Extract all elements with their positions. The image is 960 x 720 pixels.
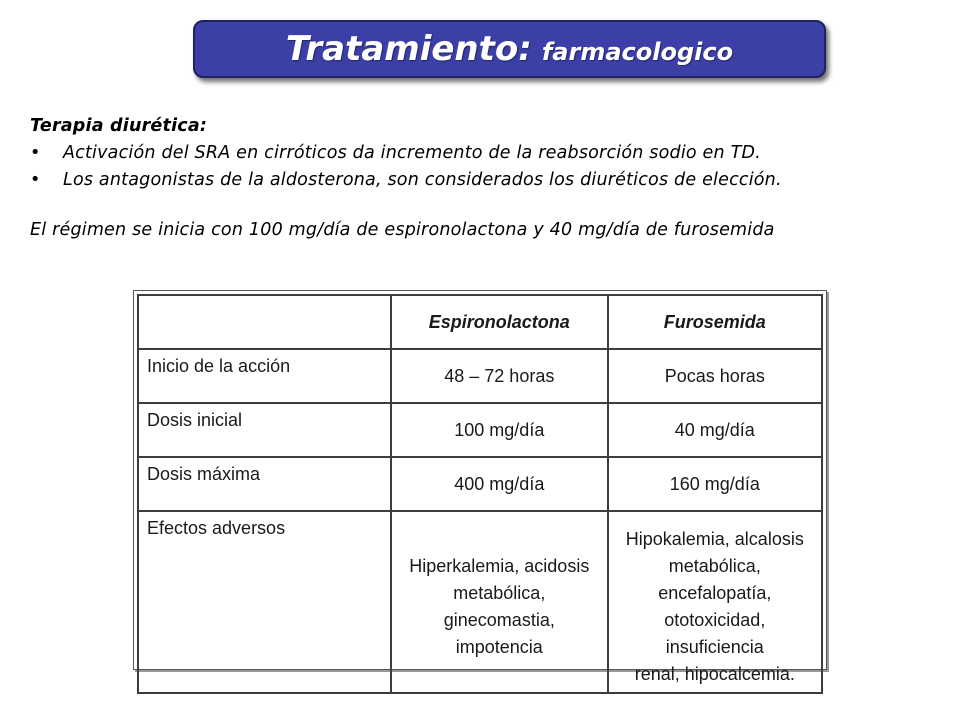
table-row [138, 349, 822, 403]
cell-line: renal, hipocalcemia. [634, 664, 795, 684]
table-header-row [138, 295, 822, 349]
header-furosemida: Furosemida [608, 295, 822, 349]
row-label: Efectos adversos [138, 511, 391, 693]
table-row [138, 457, 822, 511]
cell-line: Hipokalemia, alcalosis [625, 529, 804, 549]
table-row [138, 403, 822, 457]
cell-espironolactona: 400 mg/día [391, 457, 608, 511]
bullet-icon: • [30, 143, 41, 163]
cell-furosemida: 160 mg/día [608, 457, 822, 511]
table-row [138, 511, 822, 693]
title-sub: farmacologico [541, 38, 734, 66]
title-banner [193, 20, 826, 78]
cell-furosemida [608, 511, 822, 693]
title-main: Tratamiento: [285, 29, 532, 69]
bullet-item [30, 167, 945, 194]
body-text [30, 113, 945, 244]
table-frame [133, 290, 827, 684]
cell-line: impotencia [455, 637, 543, 657]
bullet-text: Los antagonistas de la aldosterona, son considerados los diuréticos de elección. [63, 170, 782, 190]
bullet-text: Activación del SRA en cirróticos da incremento de la reabsorción sodio en TD. [63, 143, 761, 163]
cell-espironolactona [391, 511, 608, 693]
header-blank [138, 295, 391, 349]
slide-title [286, 29, 733, 69]
row-label: Dosis inicial [138, 403, 391, 457]
bullet-list [30, 140, 945, 194]
cell-furosemida: Pocas horas [608, 349, 822, 403]
bullet-icon: • [30, 170, 41, 190]
cell-espironolactona: 48 – 72 horas [391, 349, 608, 403]
cell-furosemida: 40 mg/día [608, 403, 822, 457]
cell-line: metabólica, encefalopatía, [658, 556, 772, 603]
diuretic-table [137, 294, 823, 694]
cell-line: Hiperkalemia, acidosis [409, 556, 590, 576]
section-heading: Terapia diurética: [30, 116, 208, 136]
cell-line: metabólica, ginecomastia, [443, 583, 555, 630]
regimen-text: El régimen se inicia con 100 mg/día de espironolactona y 40 mg/día de furosemida [30, 220, 775, 240]
header-espironolactona: Espironolactona [391, 295, 608, 349]
cell-line: ototoxicidad, insuficiencia [664, 610, 766, 657]
bullet-item [30, 140, 945, 167]
cell-espironolactona: 100 mg/día [391, 403, 608, 457]
row-label: Dosis máxima [138, 457, 391, 511]
row-label: Inicio de la acción [138, 349, 391, 403]
